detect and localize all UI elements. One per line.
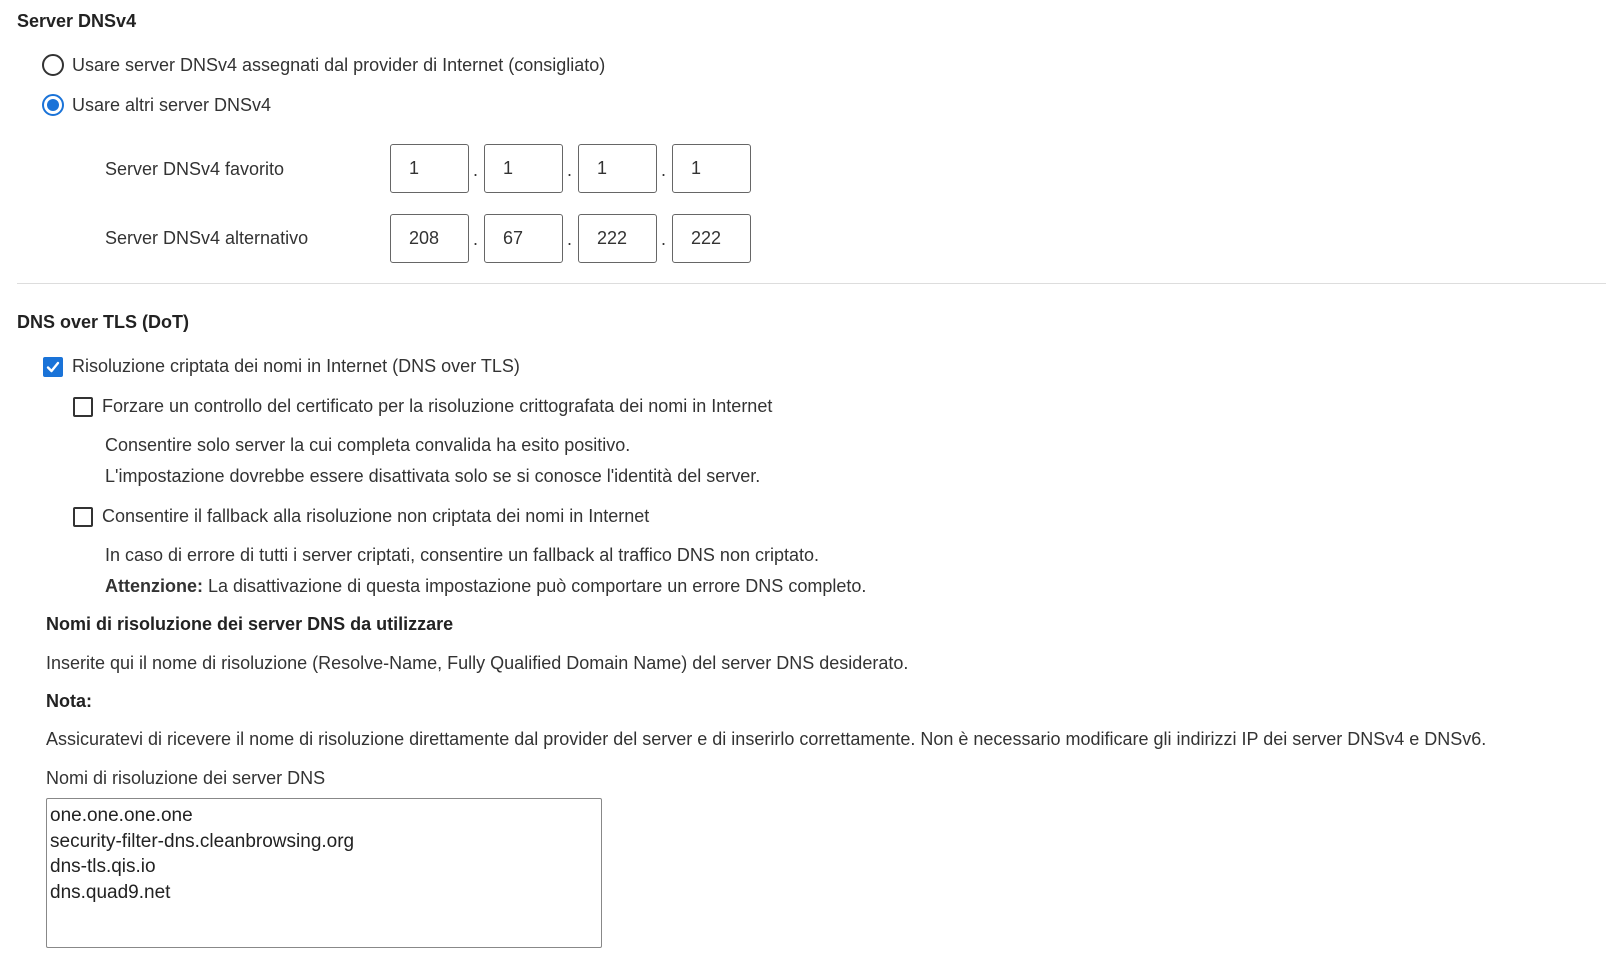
alternate-dns-label: Server DNSv4 alternativo xyxy=(105,228,309,248)
alternate-dns-octet-4[interactable] xyxy=(672,214,751,263)
warning-text: La disattivazione di questa impostazione può comportare un errore DNS completo. xyxy=(203,576,867,596)
encrypted-dns-label[interactable]: Risoluzione criptata dei nomi in Internet (DNS over TLS) xyxy=(72,356,520,376)
cert-check-label[interactable]: Forzare un controllo del certificato per la risoluzione crittografata dei nomi in Internet xyxy=(102,396,773,416)
alternate-dns-octet-2[interactable] xyxy=(484,214,563,263)
preferred-dns-octet-4[interactable] xyxy=(672,144,751,193)
note-label: Nota: xyxy=(46,691,92,711)
resolve-names-textarea[interactable] xyxy=(46,798,602,948)
ip-separator: . xyxy=(661,160,667,180)
preferred-dns-octet-2[interactable] xyxy=(484,144,563,193)
cert-check-description: Consentire solo server la cui completa convalida ha esito positivo. xyxy=(105,435,631,455)
ip-separator: . xyxy=(567,160,573,180)
ip-separator: . xyxy=(567,229,573,249)
ip-separator: . xyxy=(473,229,479,249)
radio-other-dns-label[interactable]: Usare altri server DNSv4 xyxy=(72,95,272,115)
ip-separator: . xyxy=(473,160,479,180)
radio-selected-dot xyxy=(47,99,59,111)
note-text: Assicuratevi di ricevere il nome di risoluzione direttamente dal provider del server e di inserirlo correttamente. Non è necessario modificare gli indirizzi IP dei server DNSv4 e DNSv6. xyxy=(46,729,1487,749)
preferred-dns-octet-3[interactable] xyxy=(578,144,657,193)
ip-separator: . xyxy=(661,229,667,249)
radio-provider-dns-label[interactable]: Usare server DNSv4 assegnati dal provider di Internet (consigliato) xyxy=(72,55,606,75)
fallback-checkbox[interactable] xyxy=(73,507,93,527)
checkmark-icon xyxy=(46,360,60,374)
dnsv4-heading: Server DNSv4 xyxy=(17,11,137,31)
alternate-dns-octet-1[interactable] xyxy=(390,214,469,263)
radio-other-dns[interactable] xyxy=(42,94,64,116)
dot-heading: DNS over TLS (DoT) xyxy=(17,312,190,332)
preferred-dns-label: Server DNSv4 favorito xyxy=(105,159,285,179)
alternate-dns-octet-3[interactable] xyxy=(578,214,657,263)
cert-check-checkbox[interactable] xyxy=(73,397,93,417)
warning-label: Attenzione: xyxy=(105,576,203,596)
section-divider xyxy=(17,283,1606,284)
resolve-names-heading: Nomi di risoluzione dei server DNS da utilizzare xyxy=(46,614,454,634)
radio-provider-dns[interactable] xyxy=(42,54,64,76)
fallback-warning xyxy=(105,576,866,597)
fallback-description: In caso di errore di tutti i server criptati, consentire un fallback al traffico DNS non criptato. xyxy=(105,545,819,565)
fallback-label[interactable]: Consentire il fallback alla risoluzione non criptata dei nomi in Internet xyxy=(102,506,650,526)
resolve-names-intro: Inserite qui il nome di risoluzione (Resolve-Name, Fully Qualified Domain Name) del server DNS desiderato. xyxy=(46,653,909,673)
encrypted-dns-checkbox[interactable] xyxy=(43,357,63,377)
cert-check-description: L'impostazione dovrebbe essere disattivata solo se si conosce l'identità del server. xyxy=(105,466,761,486)
preferred-dns-octet-1[interactable] xyxy=(390,144,469,193)
resolve-names-field-label: Nomi di risoluzione dei server DNS xyxy=(46,768,326,788)
